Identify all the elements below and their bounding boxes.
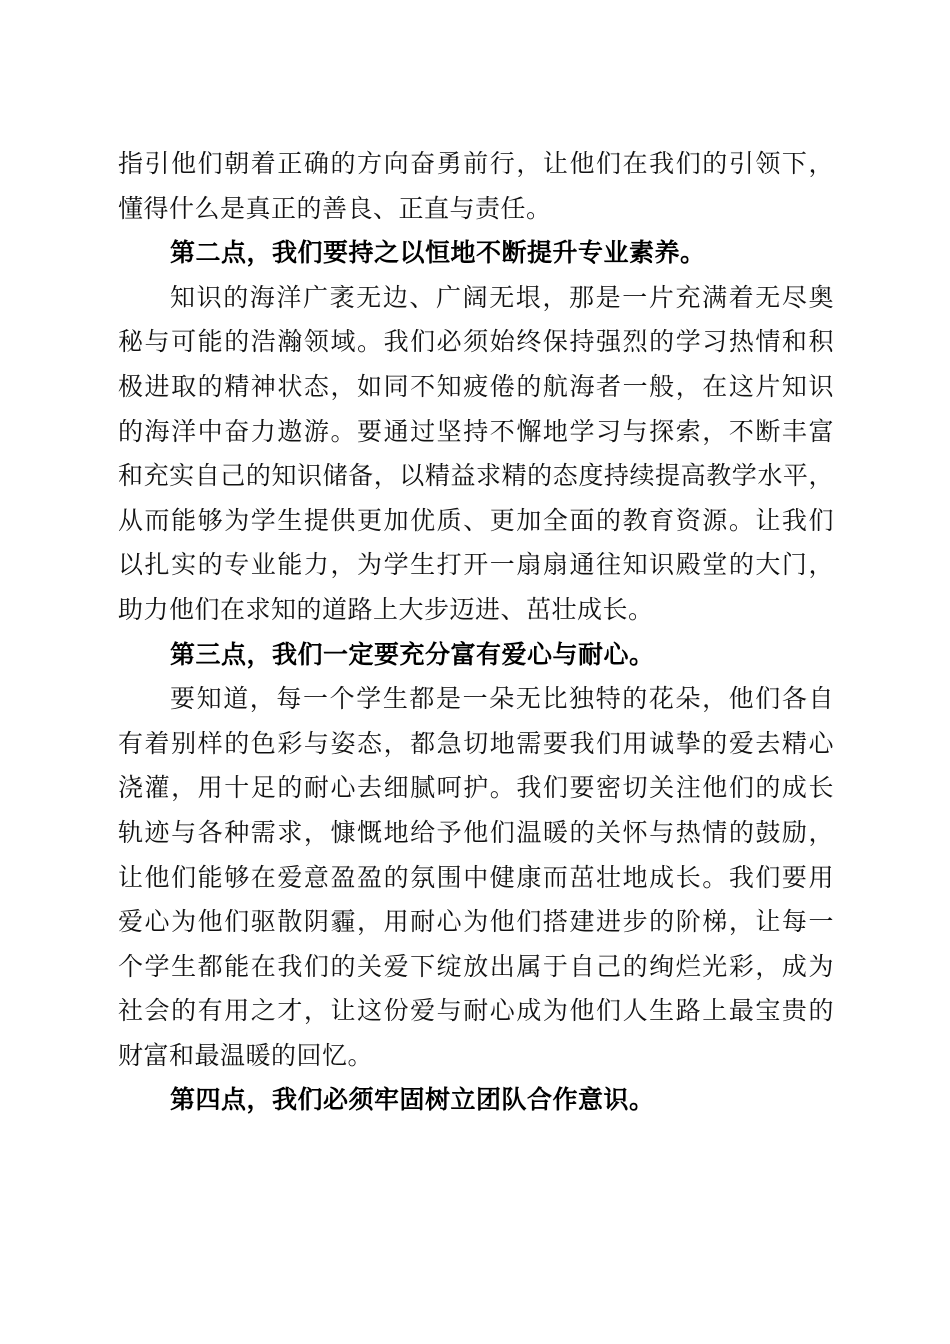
- paragraph-professional-development: [118, 276, 834, 633]
- text-line: 以扎实的专业能力，为学生打开一扇扇通往知识殿堂的大门，: [118, 550, 834, 580]
- text-line: 有着别样的色彩与姿态，都急切地需要我们用诚挚的爱去精心: [118, 728, 834, 758]
- text-line: 财富和最温暖的回忆。: [118, 1040, 374, 1070]
- document-page: [118, 142, 834, 1123]
- text-line: 从而能够为学生提供更加优质、更加全面的教育资源。让我们: [118, 505, 834, 535]
- paragraph-love-and-patience: [118, 677, 834, 1078]
- section-heading-3: [118, 633, 834, 678]
- section-heading-4: [118, 1078, 834, 1123]
- text-line: 秘与可能的浩瀚领域。我们必须始终保持强烈的学习热情和积: [118, 327, 834, 357]
- text-line: 知识的海洋广袤无边、广阔无垠，那是一片充满着无尽奥: [170, 282, 834, 312]
- text-line: 的海洋中奋力遨游。要通过坚持不懈地学习与探索，不断丰富: [118, 416, 834, 446]
- text-line: 懂得什么是真正的善良、正直与责任。: [118, 193, 552, 223]
- section-heading-2: [118, 231, 834, 276]
- text-line: 和充实自己的知识储备，以精益求精的态度持续提高教学水平，: [118, 461, 834, 491]
- text-line: 要知道，每一个学生都是一朵无比独特的花朵，他们各自: [170, 684, 834, 714]
- text-line: 社会的有用之才，让这份爱与耐心成为他们人生路上最宝贵的: [118, 996, 834, 1026]
- text-line: 助力他们在求知的道路上大步迈进、茁壮成长。: [118, 594, 654, 624]
- heading-line: 第三点，我们一定要充分富有爱心与耐心。: [170, 639, 655, 669]
- paragraph-intro-continued: [118, 142, 834, 231]
- heading-line: 第二点，我们要持之以恒地不断提升专业素养。: [170, 238, 706, 268]
- text-line: 浇灌，用十足的耐心去细腻呵护。我们要密切关注他们的成长: [118, 773, 834, 803]
- text-line: 极进取的精神状态，如同不知疲倦的航海者一般，在这片知识: [118, 371, 834, 401]
- heading-line: 第四点，我们必须牢固树立团队合作意识。: [170, 1085, 655, 1115]
- text-line: 指引他们朝着正确的方向奋勇前行，让他们在我们的引领下，: [118, 149, 834, 178]
- text-line: 让他们能够在爱意盈盈的氛围中健康而茁壮地成长。我们要用: [118, 862, 834, 892]
- text-line: 爱心为他们驱散阴霾，用耐心为他们搭建进步的阶梯，让每一: [118, 907, 834, 937]
- text-line: 轨迹与各种需求，慷慨地给予他们温暖的关怀与热情的鼓励，: [118, 817, 834, 847]
- text-line: 个学生都能在我们的关爱下绽放出属于自己的绚烂光彩，成为: [118, 951, 834, 981]
